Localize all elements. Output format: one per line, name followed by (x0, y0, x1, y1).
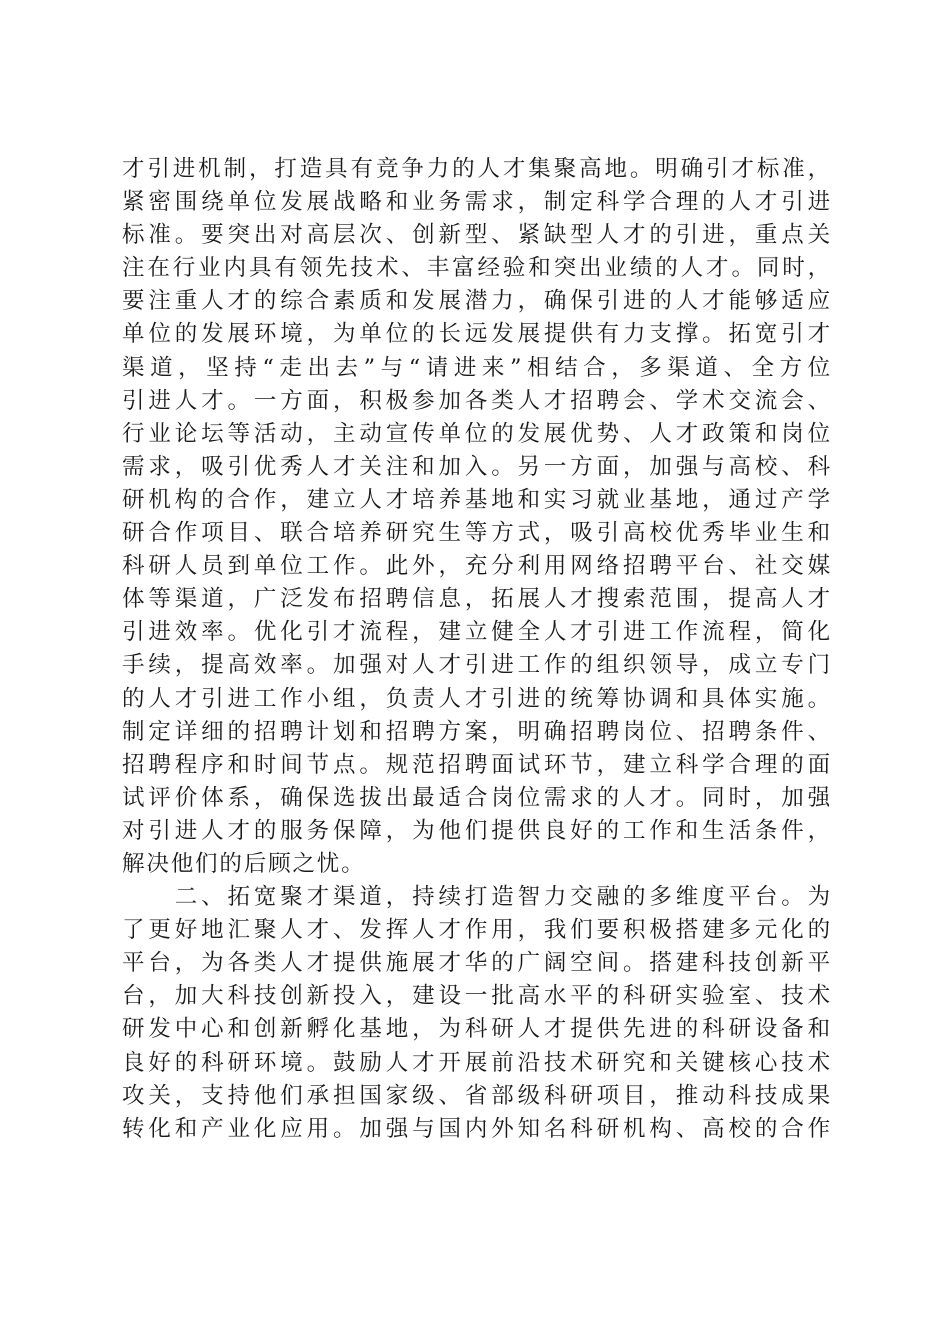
text-line: 研机构的合作，建立人才培养基地和实习就业基地，通过产学 (122, 486, 832, 513)
text-line: 引进人才。一方面，积极参加各类人才招聘会、学术交流会、 (122, 387, 832, 414)
text-line: 对引进人才的服务保障，为他们提供良好的工作和生活条件， (122, 817, 832, 844)
text-line: 需求，吸引优秀人才关注和加入。另一方面，加强与高校、科 (122, 453, 832, 480)
text-line: 单位的发展环境，为单位的长远发展提供有力支撑。拓宽引才 (122, 321, 832, 348)
section-heading-line: 二、拓宽聚才渠道，持续打造智力交融的多维度平台。为 (122, 884, 832, 911)
text-line: 良好的科研环境。鼓励人才开展前沿技术研究和关键核心技术 (122, 1049, 832, 1076)
text-line: 试评价体系，确保选拔出最适合岗位需求的人才。同时，加强 (122, 784, 832, 811)
text-line: 平台，为各类人才提供施展才华的广阔空间。搭建科技创新平 (122, 950, 832, 977)
text-line: 体等渠道，广泛发布招聘信息，拓展人才搜索范围，提高人才 (122, 586, 832, 613)
text-line: 手续，提高效率。加强对人才引进工作的组织领导，成立专门 (122, 652, 832, 679)
text-line: 攻关，支持他们承担国家级、省部级科研项目，推动科技成果 (122, 1082, 832, 1109)
text-line: 紧密围绕单位发展战略和业务需求，制定科学合理的人才引进 (122, 189, 832, 216)
text-line: 制定详细的招聘计划和招聘方案，明确招聘岗位、招聘条件、 (122, 718, 832, 745)
text-line: 渠道，坚持“走出去”与“请进来”相结合，多渠道、全方位 (122, 354, 832, 381)
text-line: 了更好地汇聚人才、发挥人才作用，我们要积极搭建多元化的 (122, 917, 832, 944)
text-line: 才引进机制，打造具有竞争力的人才集聚高地。明确引才标准， (122, 156, 832, 182)
body-text (122, 153, 832, 1146)
text-line: 引进效率。优化引才流程，建立健全人才引进工作流程，简化 (122, 619, 832, 646)
text-line: 招聘程序和时间节点。规范招聘面试环节，建立科学合理的面 (122, 751, 832, 778)
text-line: 台，加大科技创新投入，建设一批高水平的科研实验室、技术 (122, 983, 832, 1010)
text-line: 注在行业内具有领先技术、丰富经验和突出业绩的人才。同时， (122, 255, 832, 282)
paragraph-last-line: 解决他们的后顾之忧。 (122, 850, 366, 877)
text-line: 科研人员到单位工作。此外，充分利用网络招聘平台、社交媒 (122, 553, 832, 580)
text-line: 标准。要突出对高层次、创新型、紧缺型人才的引进，重点关 (122, 222, 832, 249)
text-line: 研合作项目、联合培养研究生等方式，吸引高校优秀毕业生和 (122, 520, 832, 547)
text-line: 研发中心和创新孵化基地，为科研人才提供先进的科研设备和 (122, 1016, 832, 1043)
text-line: 行业论坛等活动，主动宣传单位的发展优势、人才政策和岗位 (122, 420, 832, 447)
text-line: 要注重人才的综合素质和发展潜力，确保引进的人才能够适应 (122, 288, 832, 315)
text-line: 转化和产业化应用。加强与国内外知名科研机构、高校的合作 (122, 1115, 832, 1142)
text-line: 的人才引进工作小组，负责人才引进的统筹协调和具体实施。 (122, 685, 832, 712)
